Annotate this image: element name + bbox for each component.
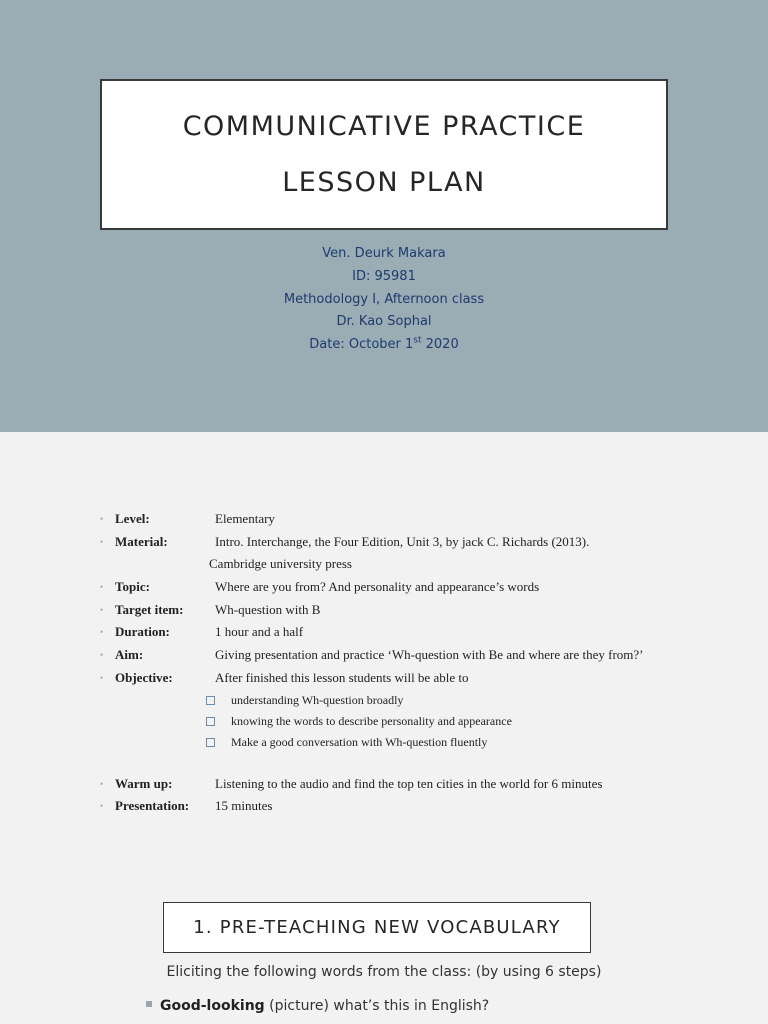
plan-value: Listening to the audio and find the top ten cities in the world for 6 minutes: [215, 775, 603, 791]
checkbox-icon: [206, 738, 215, 747]
plan-item-duration: [100, 621, 740, 644]
bullet-icon: •: [100, 604, 104, 615]
plan-item-presentation: [100, 795, 740, 818]
objective-item: [100, 711, 740, 732]
plan-value: Elementary: [215, 511, 275, 526]
vocabulary-slide: [0, 866, 768, 1024]
plan-value: After finished this lesson students will be able to: [215, 669, 469, 685]
title-line-1: COMMUNICATIVE PRACTICE: [182, 110, 586, 142]
course-name: Methodology I, Afternoon class: [283, 291, 485, 307]
date-ordinal: st: [413, 335, 422, 346]
vocab-prompt: (picture) what’s this in English?: [264, 998, 490, 1014]
plan-label: Material:: [115, 533, 168, 549]
plan-item-material: [100, 531, 740, 554]
objective-text: understanding Wh-question broadly: [231, 692, 404, 707]
author-name: Ven. Deurk Makara: [322, 246, 446, 261]
plan-value: Cambridge university press: [209, 556, 352, 572]
bullet-icon: •: [100, 778, 104, 789]
plan-item-objective: [100, 667, 740, 690]
plan-label: Duration:: [115, 624, 170, 640]
plan-item-material-continued: [100, 553, 740, 576]
square-bullet-icon: [146, 1001, 152, 1007]
bullet-icon: •: [100, 801, 104, 812]
vocab-word: Good-looking: [160, 998, 265, 1014]
objective-text: Make a good conversation with Wh-question fluently: [231, 734, 488, 749]
checkbox-icon: [206, 717, 215, 726]
plan-value: 15 minutes: [215, 798, 273, 814]
checkbox-icon: [206, 696, 215, 705]
plan-label: Topic:: [115, 579, 150, 595]
student-id: ID: 95981: [352, 268, 416, 284]
plan-label: Level:: [115, 511, 150, 526]
plan-label: Aim:: [115, 647, 144, 663]
plan-value: Wh-question with B: [215, 601, 321, 617]
spacer: [100, 753, 740, 773]
bullet-icon: •: [100, 536, 104, 547]
plan-item-target: [100, 599, 740, 622]
title-slide: [0, 0, 768, 432]
date-year: 2020: [421, 337, 459, 353]
bullet-icon: •: [100, 582, 104, 593]
plan-label: Presentation:: [115, 798, 190, 814]
elicit-instruction: Eliciting the following words from the class: (by using 6 steps): [166, 964, 602, 980]
author-info: [0, 243, 768, 357]
lesson-plan-list: [100, 508, 740, 818]
teacher-name: Dr. Kao Sophal: [336, 314, 432, 330]
section-title: 1. PRE-TEACHING NEW VOCABULARY: [163, 902, 591, 953]
plan-item-topic: [100, 576, 740, 599]
bullet-icon: •: [100, 627, 104, 638]
bullet-icon: •: [100, 514, 104, 524]
vocab-item: [146, 998, 489, 1014]
plan-value: Intro. Interchange, the Four Edition, Unit 3, by jack C. Richards (2013).: [215, 533, 590, 549]
title-box: [100, 79, 668, 230]
date-prefix: Date: October 1: [309, 337, 414, 353]
plan-label: Target item:: [115, 601, 184, 617]
plan-value: 1 hour and a half: [215, 624, 304, 640]
plan-value: Giving presentation and practice ‘Wh-question with Be and where are they from?’: [215, 647, 644, 663]
objective-item: [100, 690, 740, 711]
plan-label: Warm up:: [115, 775, 173, 791]
objective-item: [100, 732, 740, 753]
plan-value: Where are you from? And personality and appearance’s words: [215, 579, 540, 595]
lesson-details-slide: [0, 432, 768, 866]
bullet-icon: •: [100, 650, 104, 661]
plan-item-warmup: [100, 773, 740, 796]
plan-label: Objective:: [115, 669, 173, 685]
plan-item-aim: [100, 644, 740, 667]
bullet-icon: •: [100, 672, 104, 683]
objective-text: knowing the words to describe personality and appearance: [231, 713, 512, 728]
title-line-2: LESSON PLAN: [282, 166, 486, 198]
plan-item-level: [100, 508, 740, 531]
date: [0, 334, 768, 357]
